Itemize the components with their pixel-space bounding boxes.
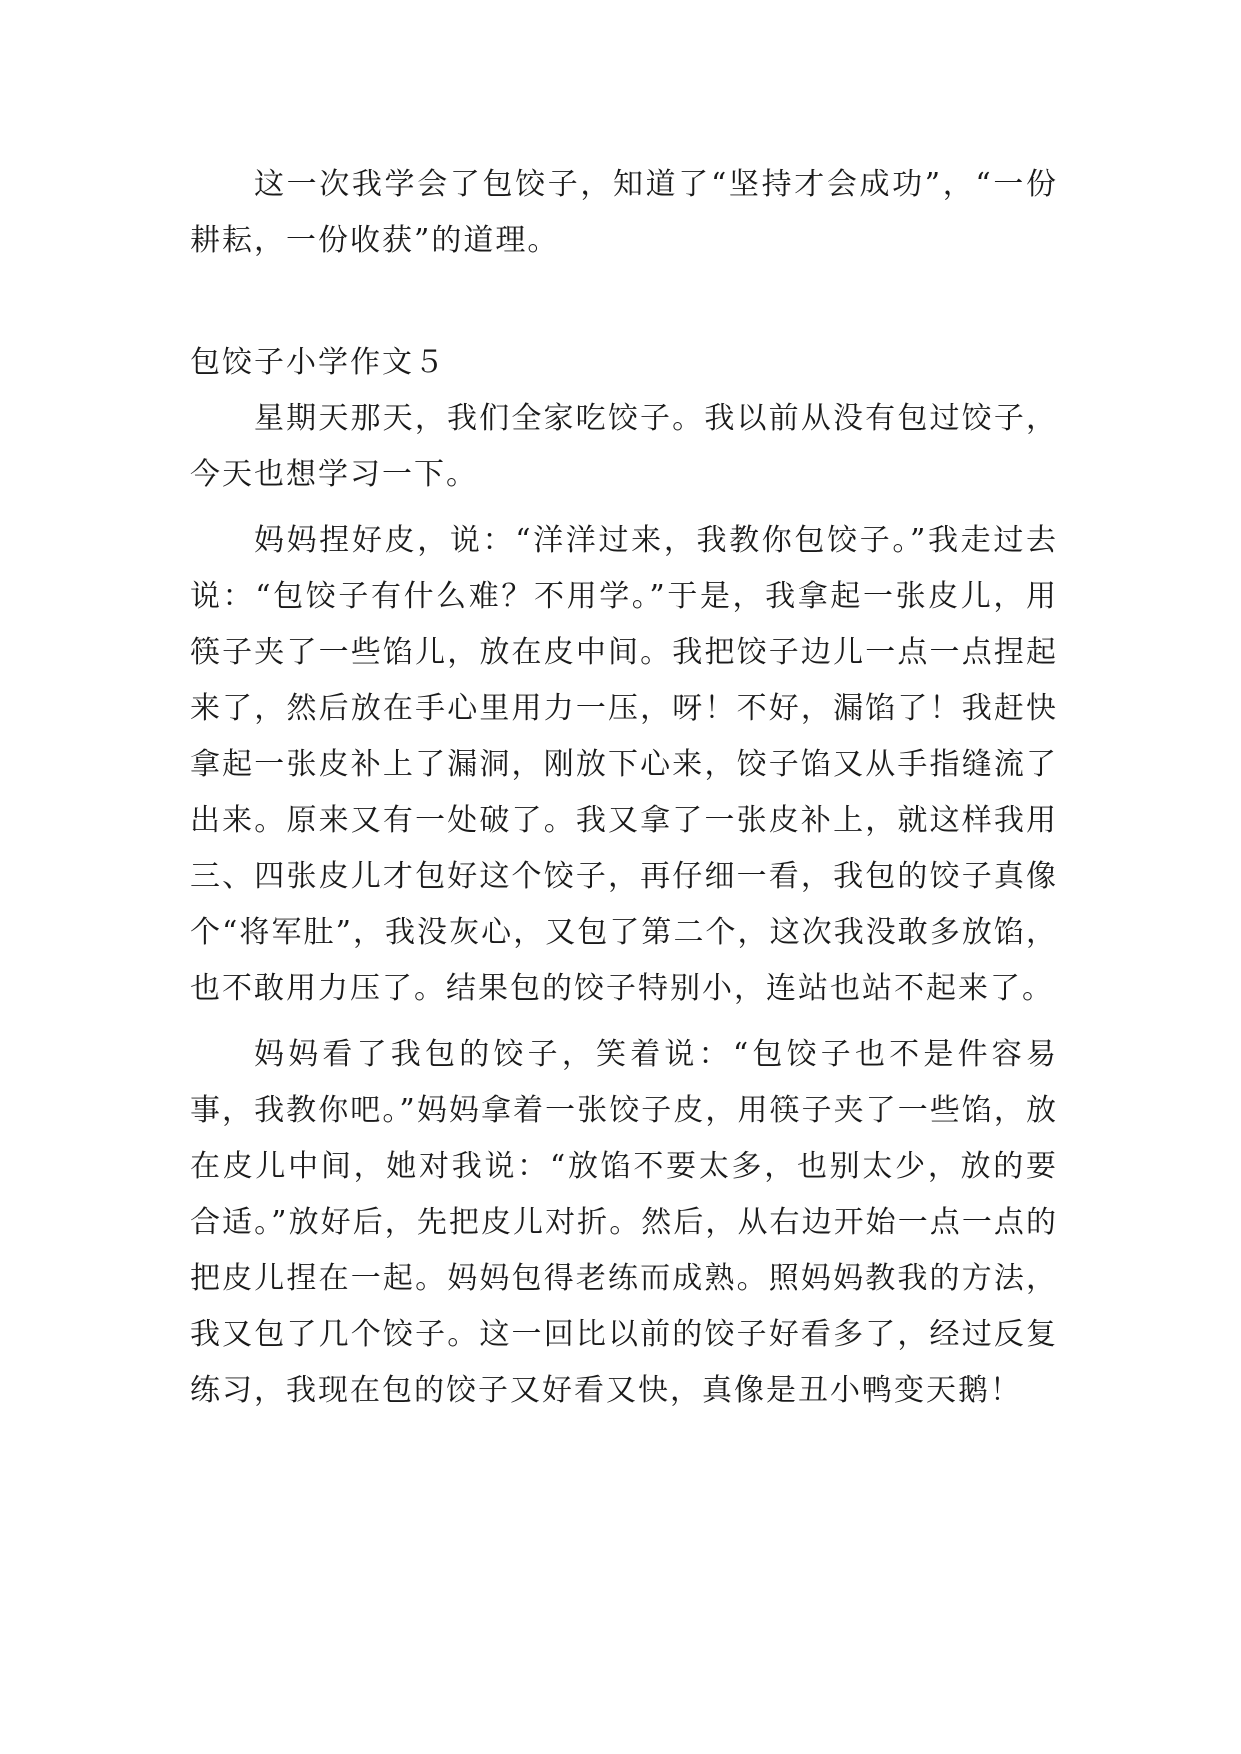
intro-paragraph: 这一次我学会了包饺子，知道了“坚持才会成功”，“一份耕耘，一份收获”的道理。 <box>190 167 1058 258</box>
essay-paragraph: 妈妈看了我包的饺子，笑着说：“包饺子也不是件容易事，我教你吧。”妈妈拿着一张饺子皮，用筷子夹了一些馅，放在皮儿中间，她对我说：“放馅不要太多，也别太少，放的要合适。”放好后，先把皮儿对折。然后，从右边开始一点一点的把皮儿捏在一起。妈妈包得老练而成熟。照妈妈教我的方法，我又包了几个饺子。这一回比以前的饺子好看多了，经过反复练习，我现在包的饺子又好看又快，真像是丑小鸭变天鹅！ <box>190 1037 1058 1408</box>
essay-paragraph: 星期天那天，我们全家吃饺子。我以前从没有包过饺子，今天也想学习一下。 <box>190 401 1058 492</box>
intro-section <box>190 157 1058 269</box>
essay-body <box>190 391 1058 1419</box>
essay-paragraph: 妈妈捏好皮，说：“洋洋过来，我教你包饺子。”我走过去说：“包饺子有什么难？不用学。”于是，我拿起一张皮儿，用筷子夹了一些馅儿，放在皮中间。我把饺子边儿一点一点捏起来了，然后放在手心里用力一压，呀！不好，漏馅了！我赶快拿起一张皮补上了漏洞，刚放下心来，饺子馅又从手指缝流了出来。原来又有一处破了。我又拿了一张皮补上，就这样我用三、四张皮儿才包好这个饺子，再仔细一看，我包的饺子真像个“将军肚”，我没灰心，又包了第二个，这次我没敢多放馅，也不敢用力压了。结果包的饺子特别小，连站也站不起来了。 <box>190 523 1058 1006</box>
section-title: 包饺子小学作文５ <box>190 345 446 380</box>
